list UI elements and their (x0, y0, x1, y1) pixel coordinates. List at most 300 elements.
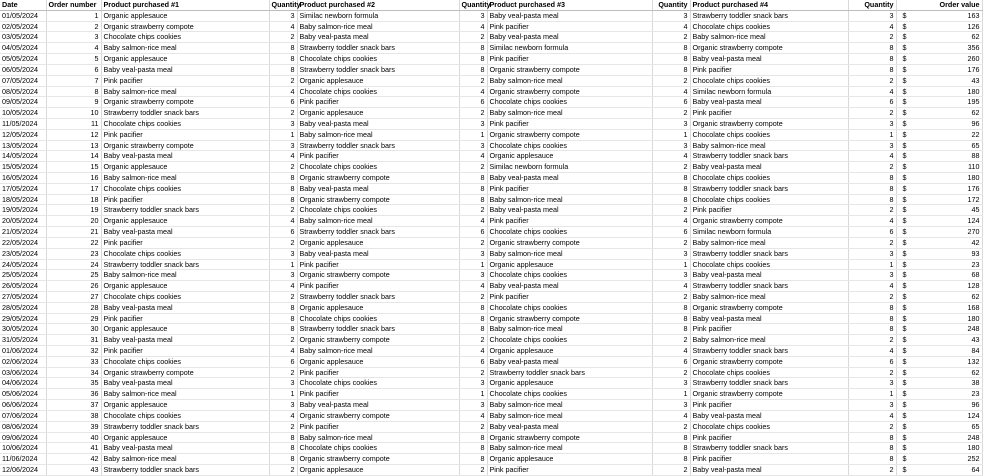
cell-date[interactable]: 07/05/2024 (0, 75, 46, 86)
cell-order-value[interactable] (896, 118, 982, 129)
cell-quantity-4[interactable]: 4 (848, 216, 896, 227)
cell-product-4[interactable]: Organic strawberry compote (690, 43, 848, 54)
cell-product-1[interactable]: Organic strawberry compote (101, 140, 269, 151)
cell-order-number[interactable]: 37 (46, 400, 101, 411)
header-order-number[interactable]: Order number (46, 0, 101, 10)
cell-product-1[interactable]: Baby veal-pasta meal (101, 443, 269, 454)
cell-quantity-3[interactable]: 2 (652, 237, 690, 248)
cell-quantity-2[interactable]: 2 (459, 335, 487, 346)
cell-product-1[interactable]: Organic applesauce (101, 432, 269, 443)
cell-product-4[interactable]: Strawberry toddler snack bars (690, 346, 848, 357)
cell-product-2[interactable]: Organic strawberry compote (297, 270, 459, 281)
cell-product-4[interactable]: Organic strawberry compote (690, 118, 848, 129)
cell-quantity-1[interactable]: 2 (269, 162, 297, 173)
cell-quantity-2[interactable]: 6 (459, 97, 487, 108)
cell-product-1[interactable]: Baby salmon-rice meal (101, 86, 269, 97)
cell-order-value[interactable] (896, 43, 982, 54)
cell-quantity-3[interactable]: 3 (652, 378, 690, 389)
cell-product-3[interactable]: Organic applesauce (487, 378, 652, 389)
cell-quantity-1[interactable]: 2 (269, 421, 297, 432)
cell-date[interactable]: 18/05/2024 (0, 194, 46, 205)
cell-product-4[interactable]: Organic strawberry compote (690, 389, 848, 400)
cell-product-1[interactable]: Baby veal-pasta meal (101, 335, 269, 346)
cell-date[interactable]: 13/05/2024 (0, 140, 46, 151)
cell-product-2[interactable]: Strawberry toddler snack bars (297, 64, 459, 75)
cell-quantity-2[interactable]: 8 (459, 43, 487, 54)
cell-order-number[interactable]: 28 (46, 302, 101, 313)
cell-product-1[interactable]: Organic strawberry compote (101, 97, 269, 108)
cell-product-4[interactable]: Organic strawberry compote (690, 302, 848, 313)
cell-quantity-1[interactable]: 8 (269, 54, 297, 65)
cell-quantity-1[interactable]: 4 (269, 216, 297, 227)
cell-product-4[interactable]: Pink pacifier (690, 108, 848, 119)
cell-quantity-3[interactable]: 1 (652, 259, 690, 270)
cell-product-1[interactable]: Chocolate chips cookies (101, 183, 269, 194)
cell-date[interactable]: 16/05/2024 (0, 173, 46, 184)
cell-date[interactable]: 31/05/2024 (0, 335, 46, 346)
cell-order-number[interactable]: 32 (46, 346, 101, 357)
cell-product-3[interactable]: Baby veal-pasta meal (487, 10, 652, 21)
cell-order-number[interactable]: 8 (46, 86, 101, 97)
cell-quantity-4[interactable]: 3 (848, 140, 896, 151)
cell-product-2[interactable]: Pink pacifier (297, 281, 459, 292)
cell-date[interactable]: 07/06/2024 (0, 410, 46, 421)
cell-product-3[interactable]: Organic strawberry compote (487, 86, 652, 97)
header-product-1[interactable]: Product purchased #1 (101, 0, 269, 10)
cell-quantity-4[interactable]: 8 (848, 54, 896, 65)
cell-order-number[interactable]: 2 (46, 21, 101, 32)
cell-product-4[interactable]: Strawberry toddler snack bars (690, 378, 848, 389)
cell-quantity-1[interactable]: 8 (269, 173, 297, 184)
cell-product-4[interactable]: Chocolate chips cookies (690, 21, 848, 32)
cell-product-2[interactable]: Organic applesauce (297, 75, 459, 86)
cell-product-4[interactable]: Baby veal-pasta meal (690, 162, 848, 173)
cell-quantity-3[interactable]: 4 (652, 151, 690, 162)
cell-quantity-1[interactable]: 4 (269, 151, 297, 162)
cell-quantity-2[interactable]: 3 (459, 248, 487, 259)
cell-product-2[interactable]: Organic applesauce (297, 108, 459, 119)
cell-order-value[interactable] (896, 64, 982, 75)
cell-quantity-3[interactable]: 8 (652, 173, 690, 184)
cell-product-2[interactable]: Strawberry toddler snack bars (297, 291, 459, 302)
cell-order-number[interactable]: 43 (46, 464, 101, 475)
cell-quantity-3[interactable]: 2 (652, 464, 690, 475)
cell-product-1[interactable]: Organic strawberry compote (101, 21, 269, 32)
cell-quantity-1[interactable]: 8 (269, 443, 297, 454)
cell-product-4[interactable]: Strawberry toddler snack bars (690, 183, 848, 194)
cell-order-number[interactable]: 1 (46, 10, 101, 21)
cell-order-value[interactable] (896, 356, 982, 367)
cell-date[interactable]: 02/05/2024 (0, 21, 46, 32)
cell-product-4[interactable]: Chocolate chips cookies (690, 421, 848, 432)
cell-product-3[interactable]: Organic strawberry compote (487, 237, 652, 248)
cell-product-3[interactable]: Pink pacifier (487, 21, 652, 32)
cell-date[interactable]: 01/05/2024 (0, 10, 46, 21)
cell-order-value[interactable] (896, 291, 982, 302)
cell-quantity-3[interactable]: 3 (652, 10, 690, 21)
cell-product-3[interactable]: Baby veal-pasta meal (487, 173, 652, 184)
cell-product-3[interactable]: Baby salmon-rice meal (487, 108, 652, 119)
cell-quantity-3[interactable]: 2 (652, 108, 690, 119)
cell-quantity-1[interactable]: 2 (269, 75, 297, 86)
header-product-2[interactable]: Product purchased #2 (297, 0, 459, 10)
cell-order-value[interactable] (896, 400, 982, 411)
cell-product-3[interactable]: Baby salmon-rice meal (487, 410, 652, 421)
cell-quantity-3[interactable]: 4 (652, 410, 690, 421)
cell-quantity-3[interactable]: 2 (652, 335, 690, 346)
cell-quantity-4[interactable]: 4 (848, 86, 896, 97)
cell-quantity-2[interactable]: 3 (459, 378, 487, 389)
cell-order-value[interactable] (896, 313, 982, 324)
cell-quantity-4[interactable]: 4 (848, 21, 896, 32)
cell-date[interactable]: 08/05/2024 (0, 86, 46, 97)
cell-order-value[interactable] (896, 97, 982, 108)
cell-quantity-4[interactable]: 8 (848, 194, 896, 205)
cell-product-2[interactable]: Organic strawberry compote (297, 454, 459, 465)
cell-date[interactable]: 10/05/2024 (0, 108, 46, 119)
cell-quantity-4[interactable]: 4 (848, 346, 896, 357)
cell-product-2[interactable]: Chocolate chips cookies (297, 162, 459, 173)
cell-quantity-3[interactable]: 8 (652, 432, 690, 443)
cell-product-4[interactable]: Similac newborn formula (690, 227, 848, 238)
cell-product-1[interactable]: Chocolate chips cookies (101, 291, 269, 302)
cell-product-2[interactable]: Organic applesauce (297, 237, 459, 248)
cell-quantity-2[interactable]: 8 (459, 302, 487, 313)
cell-quantity-1[interactable]: 2 (269, 291, 297, 302)
cell-quantity-2[interactable]: 3 (459, 118, 487, 129)
cell-quantity-4[interactable]: 6 (848, 227, 896, 238)
cell-product-1[interactable]: Baby veal-pasta meal (101, 302, 269, 313)
cell-date[interactable]: 11/05/2024 (0, 118, 46, 129)
cell-product-1[interactable]: Organic applesauce (101, 324, 269, 335)
cell-quantity-4[interactable]: 8 (848, 64, 896, 75)
cell-product-2[interactable]: Pink pacifier (297, 259, 459, 270)
cell-quantity-3[interactable]: 4 (652, 216, 690, 227)
cell-product-2[interactable]: Baby salmon-rice meal (297, 346, 459, 357)
cell-quantity-4[interactable]: 2 (848, 421, 896, 432)
cell-order-number[interactable]: 14 (46, 151, 101, 162)
cell-quantity-1[interactable]: 1 (269, 129, 297, 140)
cell-product-4[interactable]: Baby salmon-rice meal (690, 237, 848, 248)
cell-quantity-1[interactable]: 6 (269, 97, 297, 108)
cell-product-1[interactable]: Strawberry toddler snack bars (101, 464, 269, 475)
cell-order-value[interactable] (896, 10, 982, 21)
cell-order-number[interactable]: 33 (46, 356, 101, 367)
cell-date[interactable]: 08/06/2024 (0, 421, 46, 432)
cell-order-number[interactable]: 30 (46, 324, 101, 335)
cell-product-1[interactable]: Baby veal-pasta meal (101, 151, 269, 162)
cell-quantity-4[interactable]: 2 (848, 291, 896, 302)
cell-order-value[interactable] (896, 129, 982, 140)
cell-order-value[interactable] (896, 183, 982, 194)
cell-quantity-4[interactable]: 2 (848, 162, 896, 173)
cell-product-2[interactable]: Organic applesauce (297, 302, 459, 313)
cell-quantity-3[interactable]: 2 (652, 291, 690, 302)
cell-quantity-2[interactable]: 2 (459, 205, 487, 216)
cell-order-value[interactable] (896, 421, 982, 432)
cell-date[interactable]: 21/05/2024 (0, 227, 46, 238)
cell-quantity-4[interactable]: 8 (848, 302, 896, 313)
cell-order-number[interactable]: 9 (46, 97, 101, 108)
header-quantity-3[interactable]: Quantity (652, 0, 690, 10)
cell-product-2[interactable]: Pink pacifier (297, 97, 459, 108)
cell-quantity-4[interactable]: 3 (848, 400, 896, 411)
cell-quantity-1[interactable]: 2 (269, 464, 297, 475)
cell-product-4[interactable]: Pink pacifier (690, 400, 848, 411)
cell-product-4[interactable]: Pink pacifier (690, 454, 848, 465)
cell-product-3[interactable]: Chocolate chips cookies (487, 97, 652, 108)
cell-quantity-3[interactable]: 8 (652, 454, 690, 465)
cell-date[interactable]: 09/05/2024 (0, 97, 46, 108)
cell-order-value[interactable] (896, 378, 982, 389)
cell-quantity-4[interactable]: 6 (848, 97, 896, 108)
cell-order-number[interactable]: 23 (46, 248, 101, 259)
cell-quantity-1[interactable]: 3 (269, 400, 297, 411)
cell-quantity-1[interactable]: 3 (269, 118, 297, 129)
cell-order-value[interactable] (896, 270, 982, 281)
cell-product-1[interactable]: Baby veal-pasta meal (101, 64, 269, 75)
cell-order-number[interactable]: 42 (46, 454, 101, 465)
cell-order-number[interactable]: 34 (46, 367, 101, 378)
cell-quantity-1[interactable]: 3 (269, 248, 297, 259)
cell-order-number[interactable]: 20 (46, 216, 101, 227)
cell-quantity-2[interactable]: 8 (459, 454, 487, 465)
cell-order-number[interactable]: 5 (46, 54, 101, 65)
cell-order-value[interactable] (896, 205, 982, 216)
cell-quantity-3[interactable]: 2 (652, 367, 690, 378)
cell-product-1[interactable]: Chocolate chips cookies (101, 32, 269, 43)
cell-product-4[interactable]: Strawberry toddler snack bars (690, 281, 848, 292)
cell-quantity-2[interactable]: 8 (459, 54, 487, 65)
cell-order-number[interactable]: 17 (46, 183, 101, 194)
cell-quantity-2[interactable]: 2 (459, 162, 487, 173)
cell-product-2[interactable]: Baby veal-pasta meal (297, 32, 459, 43)
cell-quantity-3[interactable]: 1 (652, 389, 690, 400)
cell-product-4[interactable]: Organic strawberry compote (690, 216, 848, 227)
cell-product-4[interactable]: Baby veal-pasta meal (690, 97, 848, 108)
cell-quantity-4[interactable]: 3 (848, 118, 896, 129)
cell-product-3[interactable]: Chocolate chips cookies (487, 227, 652, 238)
cell-product-1[interactable]: Baby salmon-rice meal (101, 389, 269, 400)
cell-date[interactable]: 04/05/2024 (0, 43, 46, 54)
cell-order-value[interactable] (896, 173, 982, 184)
cell-date[interactable]: 06/05/2024 (0, 64, 46, 75)
cell-product-2[interactable]: Baby salmon-rice meal (297, 432, 459, 443)
cell-product-3[interactable]: Chocolate chips cookies (487, 270, 652, 281)
cell-quantity-1[interactable]: 4 (269, 21, 297, 32)
cell-date[interactable]: 30/05/2024 (0, 324, 46, 335)
cell-quantity-2[interactable]: 2 (459, 75, 487, 86)
cell-product-4[interactable]: Pink pacifier (690, 205, 848, 216)
cell-quantity-1[interactable]: 8 (269, 64, 297, 75)
cell-product-2[interactable]: Pink pacifier (297, 151, 459, 162)
header-quantity-2[interactable]: Quantity (459, 0, 487, 10)
cell-product-3[interactable]: Organic applesauce (487, 454, 652, 465)
cell-product-4[interactable]: Baby veal-pasta meal (690, 410, 848, 421)
cell-order-number[interactable]: 27 (46, 291, 101, 302)
cell-order-number[interactable]: 22 (46, 237, 101, 248)
cell-product-1[interactable]: Organic applesauce (101, 216, 269, 227)
cell-quantity-1[interactable]: 4 (269, 410, 297, 421)
cell-quantity-2[interactable]: 3 (459, 140, 487, 151)
cell-product-3[interactable]: Chocolate chips cookies (487, 302, 652, 313)
cell-product-1[interactable]: Baby veal-pasta meal (101, 227, 269, 238)
cell-product-4[interactable]: Baby salmon-rice meal (690, 291, 848, 302)
cell-order-value[interactable] (896, 302, 982, 313)
cell-date[interactable]: 23/05/2024 (0, 248, 46, 259)
cell-quantity-3[interactable]: 8 (652, 64, 690, 75)
header-product-4[interactable]: Product purchased #4 (690, 0, 848, 10)
cell-product-3[interactable]: Pink pacifier (487, 291, 652, 302)
cell-quantity-4[interactable]: 8 (848, 43, 896, 54)
cell-date[interactable]: 26/05/2024 (0, 281, 46, 292)
cell-product-1[interactable]: Strawberry toddler snack bars (101, 259, 269, 270)
cell-order-number[interactable]: 11 (46, 118, 101, 129)
cell-quantity-1[interactable]: 2 (269, 367, 297, 378)
cell-product-1[interactable]: Organic applesauce (101, 54, 269, 65)
cell-quantity-2[interactable]: 4 (459, 21, 487, 32)
header-quantity-4[interactable]: Quantity (848, 0, 896, 10)
cell-order-number[interactable]: 19 (46, 205, 101, 216)
cell-order-value[interactable] (896, 432, 982, 443)
cell-product-4[interactable]: Chocolate chips cookies (690, 194, 848, 205)
cell-product-1[interactable]: Organic strawberry compote (101, 367, 269, 378)
cell-quantity-2[interactable]: 8 (459, 324, 487, 335)
cell-product-4[interactable]: Chocolate chips cookies (690, 367, 848, 378)
cell-quantity-1[interactable]: 3 (269, 140, 297, 151)
cell-quantity-4[interactable]: 6 (848, 356, 896, 367)
cell-date[interactable]: 25/05/2024 (0, 270, 46, 281)
cell-quantity-1[interactable]: 8 (269, 194, 297, 205)
cell-product-2[interactable]: Chocolate chips cookies (297, 443, 459, 454)
cell-quantity-2[interactable]: 2 (459, 291, 487, 302)
cell-product-2[interactable]: Pink pacifier (297, 421, 459, 432)
cell-product-1[interactable]: Baby salmon-rice meal (101, 270, 269, 281)
cell-quantity-3[interactable]: 8 (652, 183, 690, 194)
cell-order-number[interactable]: 13 (46, 140, 101, 151)
cell-quantity-1[interactable]: 3 (269, 10, 297, 21)
cell-quantity-2[interactable]: 8 (459, 432, 487, 443)
cell-product-4[interactable]: Pink pacifier (690, 64, 848, 75)
cell-date[interactable]: 29/05/2024 (0, 313, 46, 324)
cell-order-number[interactable]: 26 (46, 281, 101, 292)
cell-product-2[interactable]: Organic applesauce (297, 356, 459, 367)
header-product-3[interactable]: Product purchased #3 (487, 0, 652, 10)
cell-product-1[interactable]: Chocolate chips cookies (101, 356, 269, 367)
cell-quantity-4[interactable]: 2 (848, 32, 896, 43)
cell-quantity-1[interactable]: 3 (269, 378, 297, 389)
cell-quantity-3[interactable]: 8 (652, 302, 690, 313)
cell-product-2[interactable]: Chocolate chips cookies (297, 205, 459, 216)
cell-order-value[interactable] (896, 389, 982, 400)
cell-order-number[interactable]: 6 (46, 64, 101, 75)
cell-product-3[interactable]: Pink pacifier (487, 54, 652, 65)
cell-quantity-4[interactable]: 1 (848, 259, 896, 270)
cell-product-3[interactable]: Baby salmon-rice meal (487, 248, 652, 259)
cell-quantity-2[interactable]: 2 (459, 464, 487, 475)
cell-product-3[interactable]: Organic strawberry compote (487, 313, 652, 324)
header-quantity-1[interactable]: Quantity (269, 0, 297, 10)
cell-product-4[interactable]: Chocolate chips cookies (690, 75, 848, 86)
cell-date[interactable]: 10/06/2024 (0, 443, 46, 454)
cell-quantity-1[interactable]: 4 (269, 346, 297, 357)
cell-product-2[interactable]: Strawberry toddler snack bars (297, 227, 459, 238)
cell-product-2[interactable]: Organic strawberry compote (297, 410, 459, 421)
cell-order-value[interactable] (896, 237, 982, 248)
cell-quantity-3[interactable]: 6 (652, 97, 690, 108)
cell-order-value[interactable] (896, 443, 982, 454)
cell-product-2[interactable]: Pink pacifier (297, 367, 459, 378)
cell-quantity-1[interactable]: 1 (269, 389, 297, 400)
cell-product-2[interactable]: Strawberry toddler snack bars (297, 324, 459, 335)
cell-quantity-1[interactable]: 1 (269, 259, 297, 270)
cell-date[interactable]: 17/05/2024 (0, 183, 46, 194)
cell-quantity-2[interactable]: 4 (459, 151, 487, 162)
cell-quantity-2[interactable]: 3 (459, 270, 487, 281)
cell-product-4[interactable]: Strawberry toddler snack bars (690, 151, 848, 162)
cell-date[interactable]: 11/06/2024 (0, 454, 46, 465)
cell-product-2[interactable]: Baby veal-pasta meal (297, 118, 459, 129)
cell-product-3[interactable]: Baby veal-pasta meal (487, 421, 652, 432)
cell-product-3[interactable]: Chocolate chips cookies (487, 389, 652, 400)
cell-quantity-1[interactable]: 2 (269, 108, 297, 119)
cell-product-3[interactable]: Baby salmon-rice meal (487, 443, 652, 454)
cell-quantity-4[interactable]: 3 (848, 270, 896, 281)
cell-product-3[interactable]: Pink pacifier (487, 183, 652, 194)
cell-quantity-2[interactable]: 2 (459, 108, 487, 119)
cell-product-3[interactable]: Baby salmon-rice meal (487, 194, 652, 205)
cell-order-number[interactable]: 16 (46, 173, 101, 184)
cell-product-1[interactable]: Baby veal-pasta meal (101, 378, 269, 389)
cell-order-number[interactable]: 21 (46, 227, 101, 238)
cell-product-4[interactable]: Baby salmon-rice meal (690, 140, 848, 151)
cell-order-value[interactable] (896, 454, 982, 465)
cell-order-value[interactable] (896, 367, 982, 378)
cell-product-1[interactable]: Pink pacifier (101, 129, 269, 140)
cell-quantity-4[interactable]: 4 (848, 151, 896, 162)
cell-quantity-1[interactable]: 4 (269, 281, 297, 292)
cell-product-1[interactable]: Chocolate chips cookies (101, 410, 269, 421)
cell-quantity-2[interactable]: 4 (459, 410, 487, 421)
cell-product-2[interactable]: Similac newborn formula (297, 10, 459, 21)
cell-product-3[interactable]: Pink pacifier (487, 216, 652, 227)
cell-order-value[interactable] (896, 216, 982, 227)
cell-quantity-1[interactable]: 8 (269, 324, 297, 335)
cell-order-value[interactable] (896, 335, 982, 346)
cell-product-3[interactable]: Organic strawberry compote (487, 64, 652, 75)
cell-product-4[interactable]: Strawberry toddler snack bars (690, 248, 848, 259)
cell-order-value[interactable] (896, 259, 982, 270)
cell-product-2[interactable]: Chocolate chips cookies (297, 54, 459, 65)
cell-product-3[interactable]: Chocolate chips cookies (487, 335, 652, 346)
cell-quantity-3[interactable]: 4 (652, 281, 690, 292)
cell-quantity-2[interactable]: 4 (459, 216, 487, 227)
header-order-value[interactable]: Order value (896, 0, 982, 10)
cell-product-1[interactable]: Baby salmon-rice meal (101, 454, 269, 465)
cell-product-4[interactable]: Strawberry toddler snack bars (690, 10, 848, 21)
cell-product-2[interactable]: Baby salmon-rice meal (297, 21, 459, 32)
cell-order-number[interactable]: 15 (46, 162, 101, 173)
cell-product-1[interactable]: Organic applesauce (101, 10, 269, 21)
cell-quantity-3[interactable]: 1 (652, 129, 690, 140)
cell-order-number[interactable]: 39 (46, 421, 101, 432)
cell-quantity-2[interactable]: 1 (459, 389, 487, 400)
cell-quantity-3[interactable]: 4 (652, 86, 690, 97)
cell-product-4[interactable]: Baby veal-pasta meal (690, 270, 848, 281)
cell-quantity-1[interactable]: 2 (269, 32, 297, 43)
cell-product-4[interactable]: Strawberry toddler snack bars (690, 443, 848, 454)
cell-quantity-3[interactable]: 8 (652, 443, 690, 454)
